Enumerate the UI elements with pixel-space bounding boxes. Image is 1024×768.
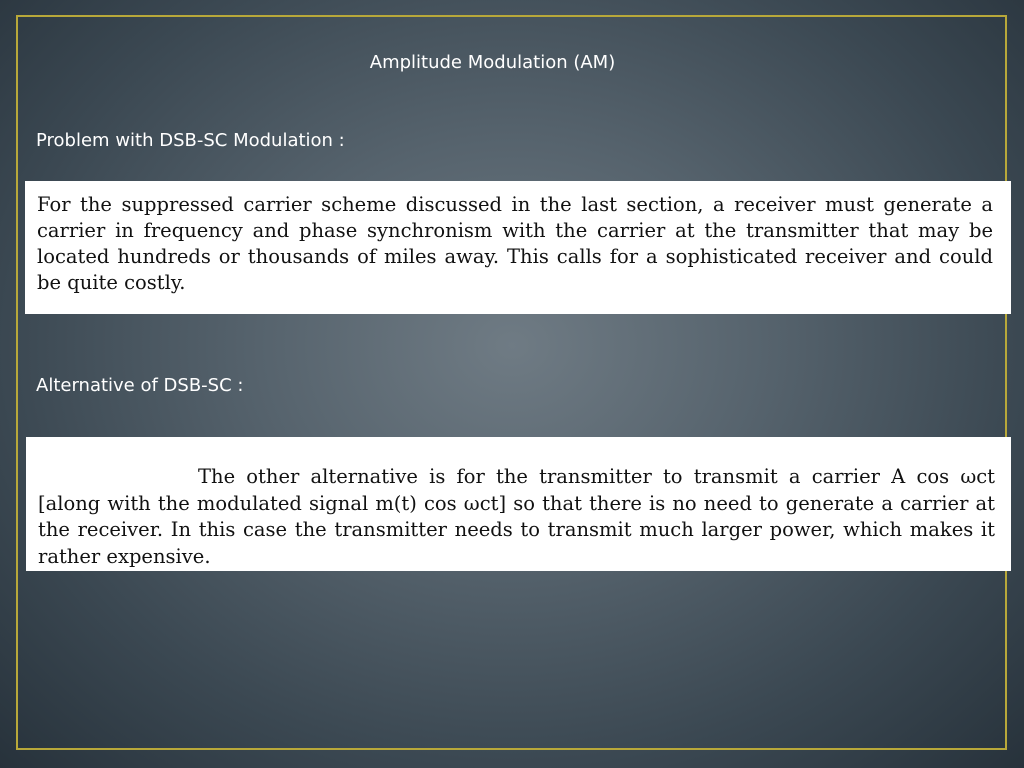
slide-title: Amplitude Modulation (AM) [369, 52, 616, 73]
section-heading-problem: Problem with DSB-SC Modulation : [36, 130, 345, 151]
problem-text-image: For the suppressed carrier scheme discussed in the last section, a receiver must generate a carrier in frequency and phase synchronism with the carrier at the transmitter that may be located hundreds or thousands of miles away. This calls for a sophisticated receiver and could be quite costly. [25, 181, 1011, 314]
section-heading-alternative: Alternative of DSB-SC : [36, 375, 244, 396]
alternative-text-image: The other alternative is for the transmitter to transmit a carrier A cos ωct [along with the modulated signal m(t) cos ωct] so that there is no need to generate a carrier at the receiver. In this case the transmitter needs to transmit much larger power, which makes it rather expensive. [26, 437, 1011, 571]
